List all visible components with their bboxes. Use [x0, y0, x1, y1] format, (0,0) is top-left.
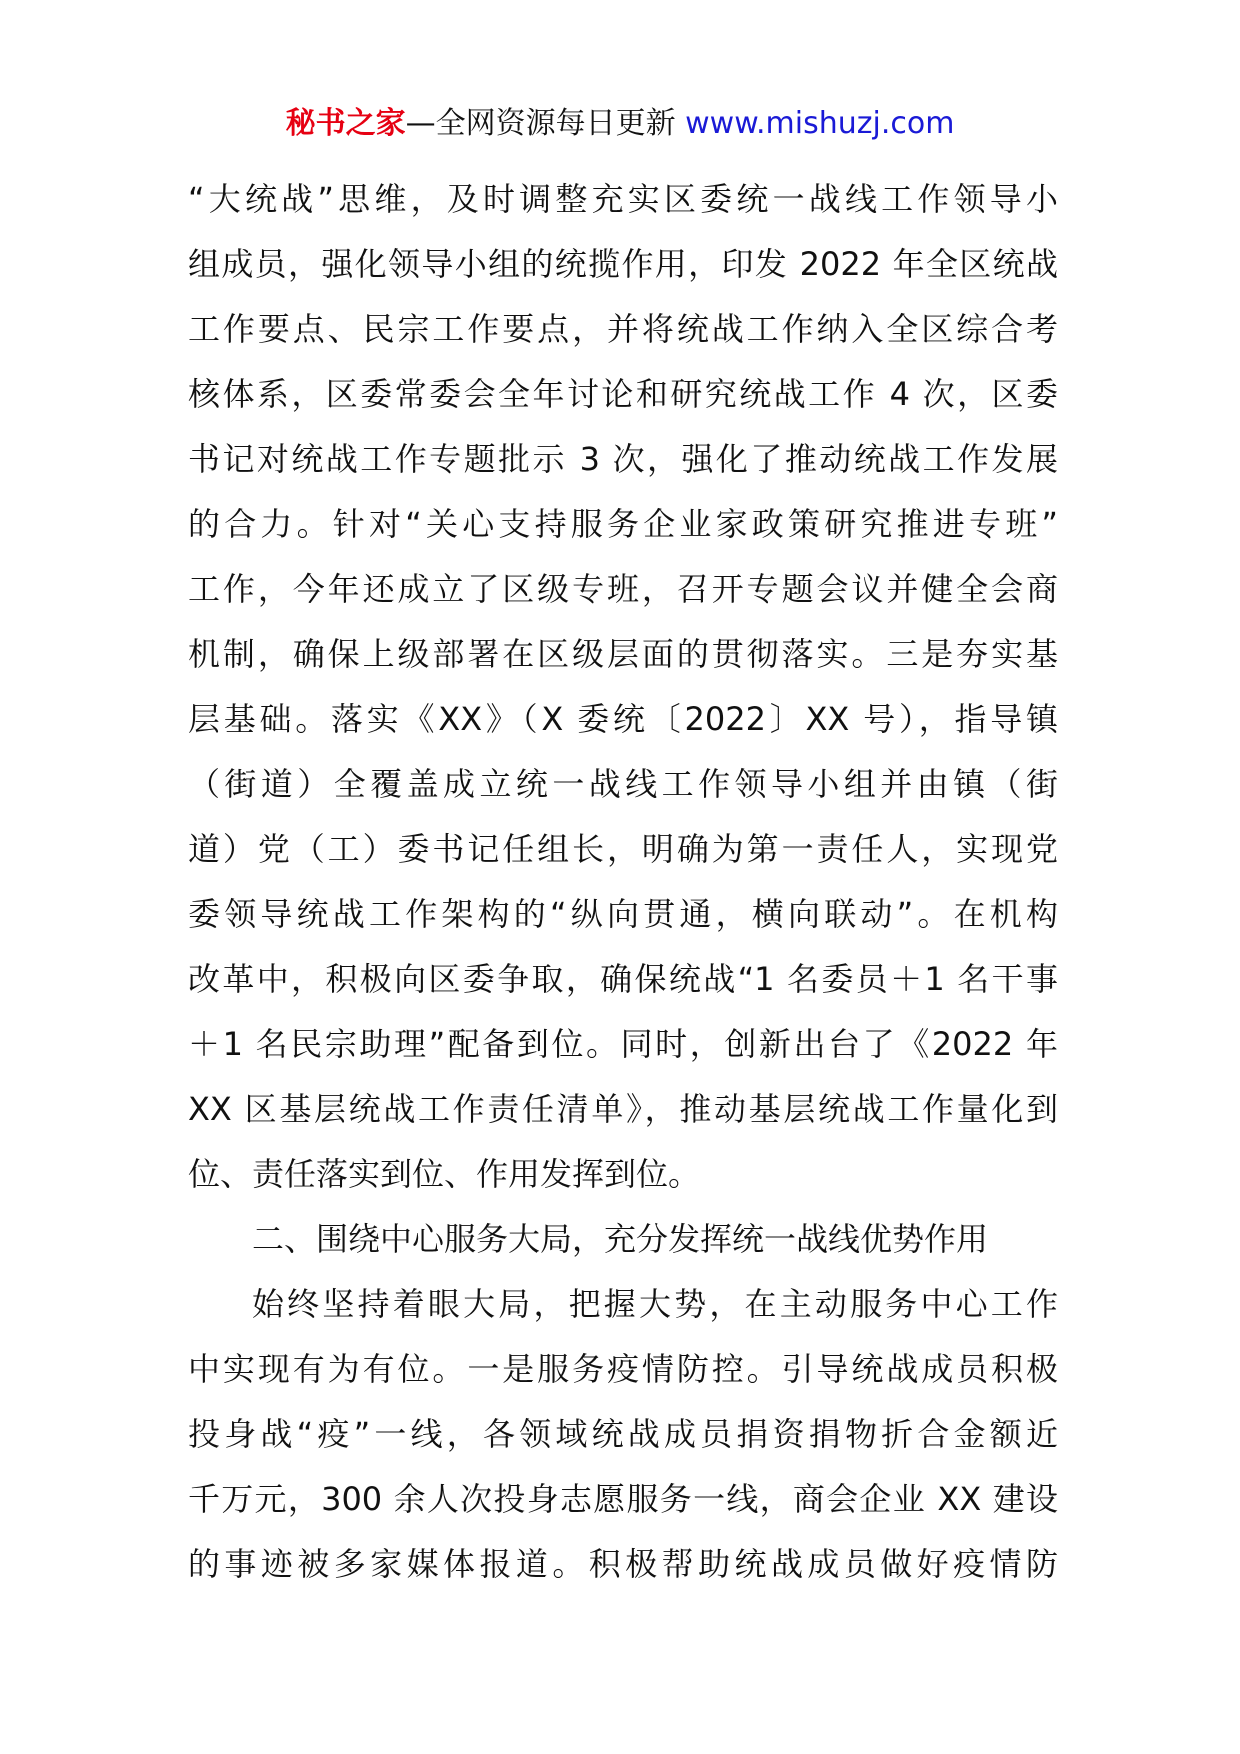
paragraph-1: [188, 167, 1058, 1207]
section-heading: 二、围绕中心服务大局，充分发挥统一战线优势作用: [252, 1220, 989, 1258]
site-url-link[interactable]: www.mishuzj.com: [685, 106, 955, 141]
paragraph-2: [188, 1272, 1058, 1597]
text-line: 书记对统战工作专题批示 3 次，强化了推动统战工作发展: [188, 440, 1058, 478]
text-line: 改革中，积极向区委争取，确保统战“1 名委员＋1 名干事: [188, 960, 1058, 998]
text-line: “大统战”思维，及时调整充实区委统一战线工作领导小: [188, 180, 1058, 218]
text-line: 核体系，区委常委会全年讨论和研究统战工作 4 次，区委: [188, 375, 1058, 413]
document-body: [188, 167, 1058, 1597]
header-slogan: —全网资源每日更新: [405, 106, 676, 141]
text-line: 位、责任落实到位、作用发挥到位。: [188, 1155, 701, 1193]
text-line: 的合力。针对“关心支持服务企业家政策研究推进专班”: [188, 505, 1058, 543]
text-line: 机制，确保上级部署在区级层面的贯彻落实。三是夯实基: [188, 635, 1058, 673]
brand-name: 秘书之家: [285, 106, 406, 141]
text-line: 委领导统战工作架构的“纵向贯通，横向联动”。在机构: [188, 895, 1058, 933]
text-line: 投身战“疫”一线，各领域统战成员捐资捐物折合金额近: [188, 1415, 1058, 1453]
text-line: XX 区基层统战工作责任清单》，推动基层统战工作量化到: [188, 1090, 1058, 1128]
text-line: 始终坚持着眼大局，把握大势，在主动服务中心工作: [252, 1285, 1058, 1323]
text-line: ＋1 名民宗助理”配备到位。同时，创新出台了《2022 年: [188, 1025, 1058, 1063]
text-line: 道）党（工）委书记任组长，明确为第一责任人，实现党: [188, 830, 1058, 868]
text-line: 工作要点、民宗工作要点，并将统战工作纳入全区综合考: [188, 310, 1058, 348]
text-line: 工作，今年还成立了区级专班，召开专题会议并健全会商: [188, 570, 1058, 608]
text-line: （街道）全覆盖成立统一战线工作领导小组并由镇（街: [188, 765, 1058, 803]
text-line: 的事迹被多家媒体报道。积极帮助统战成员做好疫情防: [188, 1545, 1058, 1583]
text-line: 中实现有为有位。一是服务疫情防控。引导统战成员积极: [188, 1350, 1058, 1388]
text-line: 组成员，强化领导小组的统揽作用，印发 2022 年全区统战: [188, 245, 1058, 283]
site-header: [0, 102, 1240, 146]
text-line: 层基础。落实《XX》（X 委统〔2022〕XX 号），指导镇: [188, 700, 1058, 738]
text-line: 千万元，300 余人次投身志愿服务一线，商会企业 XX 建设: [188, 1480, 1058, 1518]
